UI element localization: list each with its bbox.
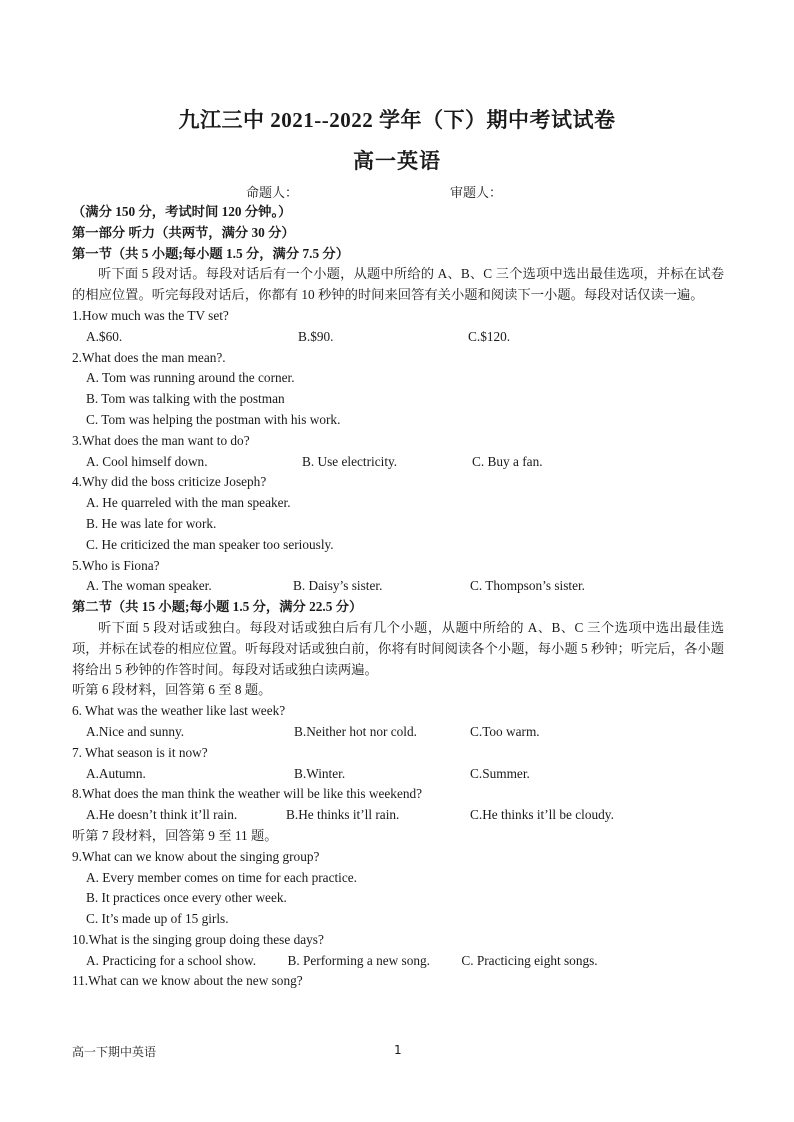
option-c: C.Too warm. [470,723,540,739]
question-stem: 7. What season is it now? [72,744,208,760]
reviewer-label: 审题人： [450,185,503,200]
material-note: 听第 6 段材料，回答第 6 至 8 题。 [72,682,272,698]
question-options [72,951,724,972]
option-b: B. Use electricity. [302,453,398,469]
part1-heading: 第一部分 听力（共两节，满分 30 分） [72,224,295,240]
option-c: C. Practicing eight songs. [461,952,598,968]
question-options [72,764,724,785]
option-c: C.He thinks it’ll be cloudy. [470,807,614,823]
option-a: A.Autumn. [86,765,146,781]
exam-subtitle: 高一英语 [353,149,441,173]
question-options [72,452,724,473]
question-stem: 1.How much was the TV set? [72,307,229,323]
option-c: C. He criticized the man speaker too seriously. [86,536,334,552]
exam-content [72,202,724,992]
setter-label: 命题人： [246,185,299,200]
option-a: A.Nice and sunny. [86,723,185,739]
option-b: B.$90. [298,328,334,344]
section2-instructions: 听下面 5 段对话或独白。每段对话或独白后有几个小题，从题中所给的 A、B、C 三个选项中选出最佳选项，并标在试卷的相应位置。听每段对话或独白前，你将有时间阅读各个小题，每小题 5 秒钟；听完后，各小题将给出 5 秒钟的作答时间。每段对话或独白读两遍。 [72,619,724,677]
section2-heading: 第二节（共 15 小题;每小题 1.5 分，满分 22.5 分） [72,599,363,615]
question-stem: 9.What can we know about the singing group? [72,848,320,864]
option-a: A.$60. [86,328,123,344]
option-b: B.Winter. [294,765,346,781]
exam-title: 九江三中 2021--2022 学年（下）期中考试试卷 [178,108,616,132]
option-b: B. It practices once every other week. [86,890,287,906]
option-a: A.He doesn’t think it’ll rain. [86,807,238,823]
option-b: B. Performing a new song. [287,952,431,968]
option-b: B.Neither hot nor cold. [294,723,417,739]
question-stem: 10.What is the singing group doing these days? [72,931,324,947]
option-c: C. Thompson’s sister. [470,578,586,594]
question-stem: 6. What was the weather like last week? [72,703,286,719]
footer-course: 高一下期中英语 [72,1045,157,1059]
option-b: B.He thinks it’ll rain. [286,807,400,823]
page-number: 1 [394,1043,402,1057]
option-c: C. Buy a fan. [472,453,543,469]
exam-info: （满分 150 分，考试时间 120 分钟。） [72,204,292,219]
question-stem: 2.What does the man mean?. [72,349,226,365]
option-b: B. Daisy’s sister. [293,578,383,594]
option-a: A. Cool himself down. [86,453,208,469]
question-stem: 11.What can we know about the new song? [72,973,303,989]
question-stem: 8.What does the man think the weather will be like this weekend? [72,786,423,802]
question-options [72,805,724,826]
option-c: C.Summer. [470,765,530,781]
question-options [72,576,724,597]
option-a: A. The woman speaker. [86,578,212,594]
option-b: B. He was late for work. [86,515,217,531]
question-stem: 5.Who is Fiona? [72,557,160,573]
option-a: A. Tom was running around the corner. [86,370,295,386]
section1-heading: 第一节（共 5 小题;每小题 1.5 分，满分 7.5 分） [72,245,350,261]
option-a: A. Every member comes on time for each practice. [86,869,357,885]
option-b: B. Tom was talking with the postman [86,391,285,407]
question-options [72,327,724,348]
option-a: A. He quarreled with the man speaker. [86,495,291,511]
option-c: C. Tom was helping the postman with his work. [86,411,341,427]
option-a: A. Practicing for a school show. [86,952,257,968]
material-note: 听第 7 段材料，回答第 9 至 11 题。 [72,827,278,843]
question-options [72,722,724,743]
question-stem: 3.What does the man want to do? [72,432,250,448]
question-stem: 4.Why did the boss criticize Joseph? [72,474,267,490]
option-c: C. It’s made up of 15 girls. [86,911,229,927]
option-c: C.$120. [468,328,511,344]
section1-instructions: 听下面 5 段对话。每段对话后有一个小题，从题中所给的 A、B、C 三个选项中选出最佳选项，并标在试卷的相应位置。听完每段对话后，你都有 10 秒钟的时间来回答有关小题和阅读下一小题。每段对话仅读一遍。 [72,266,724,303]
